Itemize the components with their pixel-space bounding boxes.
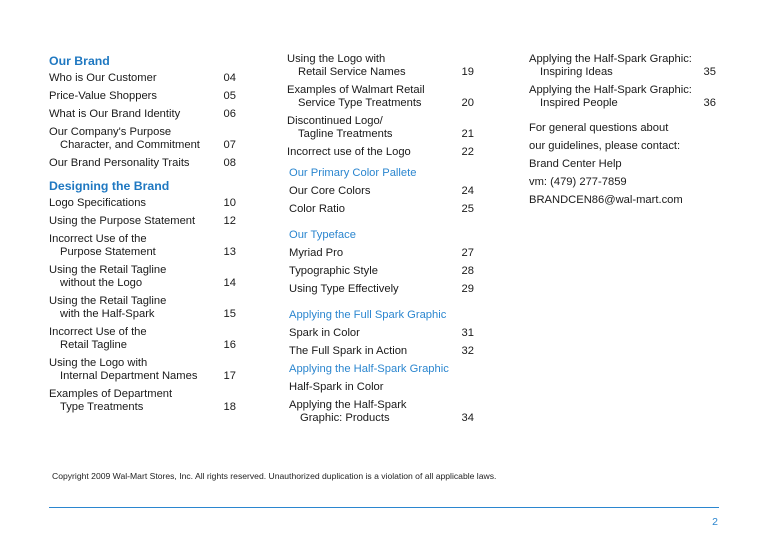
toc-entry[interactable] [289,345,477,358]
toc-entry-title: Applying the Half-Spark Graphic: [529,53,692,65]
toc-entry-title: Character, and Commitment [60,139,200,151]
toc-entry-page-number: 36 [703,97,716,109]
toc-group-typeface [287,247,477,296]
toc-entry-title: Using the Purpose Statement [49,215,196,227]
contact-info [529,122,719,207]
toc-entry-title: Graphic: Products [300,412,390,424]
toc-entry[interactable] [49,233,239,259]
toc-entry[interactable] [49,126,239,152]
toc-entry[interactable] [49,295,239,321]
section-heading-half-spark: Applying the Half-Spark Graphic [289,363,449,375]
toc-entry[interactable] [287,84,477,110]
toc-entry[interactable] [289,185,477,198]
toc-entry[interactable] [49,215,239,228]
toc-entry-title: Using Type Effectively [289,283,399,295]
contact-line: For general questions about [529,122,669,134]
toc-entry-page-number: 16 [223,339,236,351]
toc-entry-title: Examples of Department [49,388,173,400]
toc-entry-title: Spark in Color [289,327,360,339]
toc-entry-page-number: 21 [461,128,474,140]
toc-entry-page-number: 32 [461,345,474,357]
footer-divider [49,507,719,508]
toc-entry-title: Incorrect Use of the [49,326,147,338]
toc-entry-page-number: 06 [223,108,236,120]
toc-entry-page-number: 25 [461,203,474,215]
toc-entry-title: What is Our Brand Identity [49,108,181,120]
toc-entry-title: Retail Service Names [298,66,406,78]
toc-entry-page-number: 10 [223,197,236,209]
toc-entry-title: Our Core Colors [289,185,371,197]
toc-entry[interactable] [49,388,239,414]
toc-entry-title: Incorrect Use of the [49,233,147,245]
toc-group-full-spark [287,327,477,358]
toc-entry-title: Price-Value Shoppers [49,90,157,102]
toc-group-designing-the-brand [49,197,239,414]
toc-entry-page-number: 17 [223,370,236,382]
toc-entry-page-number: 22 [461,146,474,158]
section-heading-primary-color: Our Primary Color Pallete [289,167,417,179]
toc-entry-page-number: 13 [223,246,236,258]
toc-entry-page-number: 28 [461,265,474,277]
toc-entry-page-number: 04 [223,72,236,84]
toc-entry-title: Using the Logo with [49,357,148,369]
toc-entry[interactable] [287,115,477,141]
section-heading-our-brand: Our Brand [49,54,110,68]
toc-entry-page-number: 29 [461,283,474,295]
toc-entry[interactable] [289,247,477,260]
page-number: 2 [712,516,718,528]
copyright-notice: Copyright 2009 Wal-Mart Stores, Inc. All rights reserved. Unauthorized duplication is a violation of all applicable laws. [52,471,497,481]
toc-group-our-brand [49,72,239,170]
toc-entry-page-number: 14 [223,277,236,289]
toc-entry[interactable] [289,265,477,278]
toc-column-2 [287,53,477,425]
toc-entry-title: Using the Retail Tagline [49,295,167,307]
toc-entry-page-number: 19 [461,66,474,78]
toc-entry-title: Service Type Treatments [298,97,422,109]
toc-group-half-spark [287,381,477,425]
toc-entry-title: Color Ratio [289,203,345,215]
toc-entry-title: Typographic Style [289,265,378,277]
toc-entry[interactable] [289,381,477,394]
toc-entry[interactable] [289,203,477,216]
toc-entry[interactable] [49,197,239,210]
toc-column-1 [49,53,239,414]
toc-entry-title: Purpose Statement [60,246,156,258]
toc-entry[interactable] [49,72,239,85]
toc-entry-page-number: 24 [461,185,474,197]
toc-entry-title: Our Brand Personality Traits [49,157,190,169]
toc-entry-title: Incorrect use of the Logo [287,146,411,158]
toc-entry[interactable] [287,146,477,159]
section-heading-designing-the-brand: Designing the Brand [49,179,170,193]
toc-entry-title: The Full Spark in Action [289,345,408,357]
contact-line: our guidelines, please contact: [529,140,681,152]
contact-line: Brand Center Help [529,158,622,170]
section-heading-typeface: Our Typeface [289,229,356,241]
section-heading-full-spark: Applying the Full Spark Graphic [289,309,447,321]
toc-entry-title: Who is Our Customer [49,72,157,84]
toc-entry-title: Type Treatments [60,401,144,413]
toc-entry[interactable] [49,357,239,383]
toc-entry[interactable] [289,327,477,340]
toc-entry-page-number: 18 [223,401,236,413]
toc-entry-title: Applying the Half-Spark [289,399,407,411]
toc-entry-title: Our Company's Purpose [49,126,172,138]
toc-entry-page-number: 27 [461,247,474,259]
toc-entry-title: Examples of Walmart Retail [287,84,425,96]
toc-entry-title: without the Logo [60,277,143,289]
contact-line[interactable]: BRANDCEN86@wal-mart.com [529,194,683,206]
toc-entry[interactable] [529,53,719,79]
toc-entry-page-number: 20 [461,97,474,109]
toc-entry-title: Using the Retail Tagline [49,264,167,276]
toc-entry-page-number: 34 [461,412,474,424]
toc-entry-page-number: 07 [223,139,236,151]
toc-entry-title: Tagline Treatments [298,128,393,140]
toc-entry[interactable] [49,108,239,121]
toc-entry-page-number: 05 [223,90,236,102]
toc-entry-page-number: 08 [223,157,236,169]
toc-column-3 [529,53,719,207]
toc-entry-title: with the Half-Spark [60,308,155,320]
contact-line: vm: (479) 277-7859 [529,176,627,188]
toc-entry-page-number: 12 [223,215,236,227]
toc-entry[interactable] [49,264,239,290]
toc-entry-title: Retail Tagline [60,339,127,351]
toc-entry[interactable] [49,157,239,170]
toc-entry[interactable] [529,84,719,110]
toc-entry-title: Inspiring Ideas [540,66,613,78]
toc-entry[interactable] [49,326,239,352]
toc-entry-title: Logo Specifications [49,197,147,209]
toc-group-colors [287,185,477,216]
toc-entry-page-number: 15 [223,308,236,320]
toc-entry-title: Inspired People [540,97,618,109]
toc-entry[interactable] [289,399,477,425]
toc-group-logo-usage [287,53,477,159]
toc-entry-page-number: 35 [703,66,716,78]
toc-entry-title: Internal Department Names [60,370,198,382]
toc-entry-title: Discontinued Logo/ [287,115,383,127]
toc-entry-title: Half-Spark in Color [289,381,384,393]
toc-entry-page-number: 31 [461,327,474,339]
toc-entry-title: Applying the Half-Spark Graphic: [529,84,692,96]
toc-entry[interactable] [289,283,477,296]
toc-entry-title: Using the Logo with [287,53,386,65]
toc-group-half-spark-cont [529,53,719,110]
toc-entry-title: Myriad Pro [289,247,344,259]
toc-entry[interactable] [287,53,477,79]
toc-entry[interactable] [49,90,239,103]
